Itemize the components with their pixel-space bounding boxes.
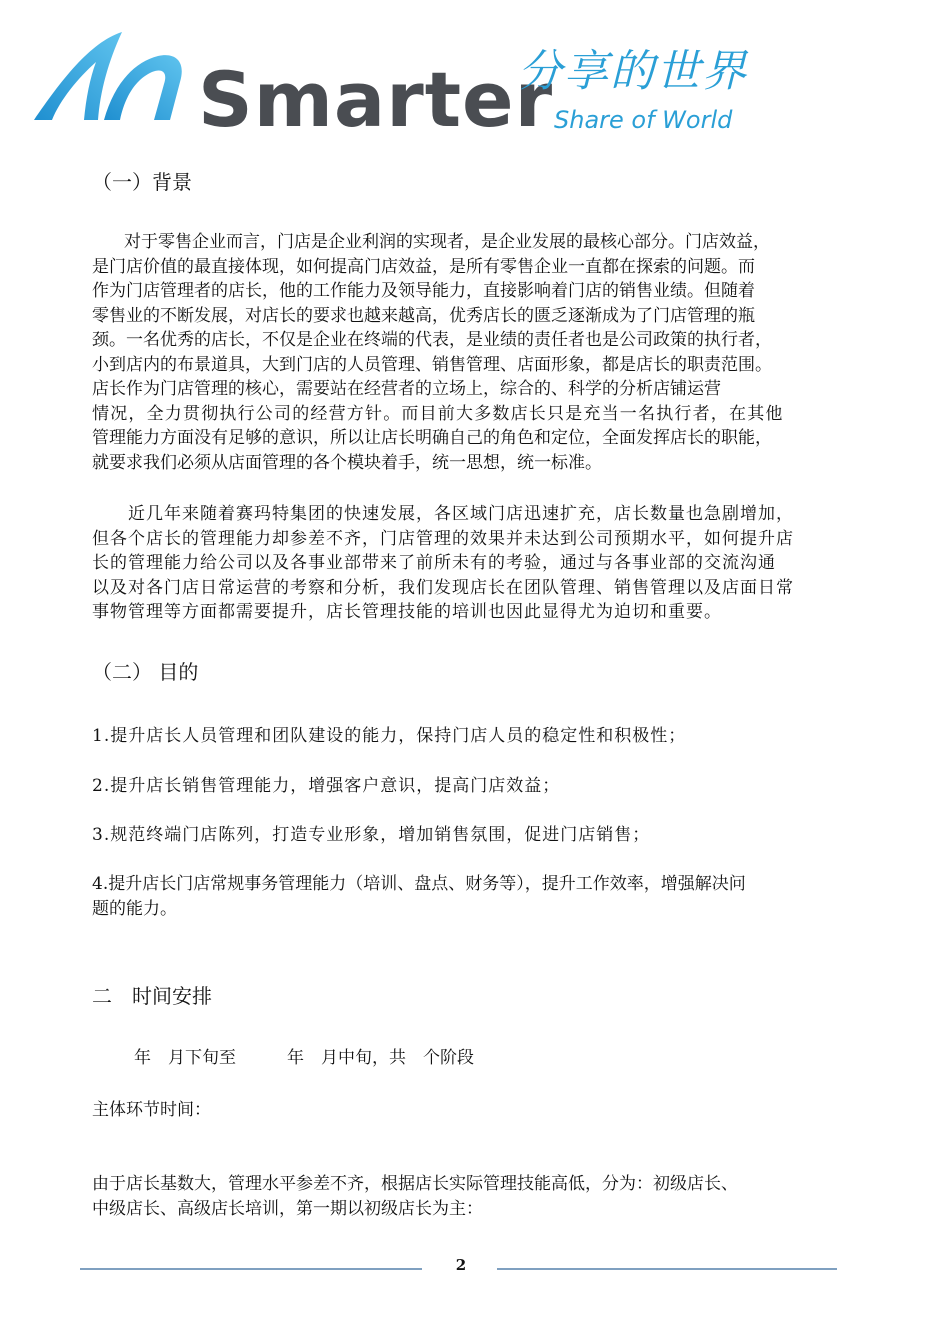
paragraph-line: 长的管理能力给公司以及各事业部带来了前所未有的考验，通过与各事业部的交流沟通 xyxy=(92,553,776,573)
purpose-item-1: 1.提升店长人员管理和团队建设的能力，保持门店人员的稳定性和积极性； xyxy=(92,726,687,746)
logo-slogan-en: Share of World xyxy=(554,106,733,134)
background-paragraph-2 xyxy=(92,502,892,625)
paragraph-line: 情况，全力贯彻执行公司的经营方针。而目前大多数店长只是充当一名执行者，在其他 xyxy=(92,403,784,424)
paragraph-line: 零售业的不断发展，对店长的要求也越来越高，优秀店长的匮乏逐渐成为了门店管理的瓶 xyxy=(92,305,755,326)
paragraph-line: 管理能力方面没有足够的意识，所以让店长明确自己的角色和定位，全面发挥店长的职能， xyxy=(92,428,772,448)
paragraph-line: 是门店价值的最直接体现，如何提高门店效益，是所有零售企业一直都在探索的问题。而 xyxy=(92,256,755,277)
paragraph-line: 小到店内的布景道具，大到门店的人员管理、销售管理、店面形象，都是店长的职责范围。 xyxy=(92,354,772,375)
paragraph-line: 事物管理等方面都需要提升，店长管理技能的培训也因此显得尤为迫切和重要。 xyxy=(92,602,722,622)
footer-rule-right xyxy=(497,1268,837,1270)
paragraph-line: 就要求我们必须从店面管理的各个模块着手，统一思想，统一标准。 xyxy=(92,452,602,473)
section-heading-background: （一）背景 xyxy=(92,170,192,194)
paragraph-line: 作为门店管理者的店长，他的工作能力及领导能力，直接影响着门店的销售业绩。但随着 xyxy=(92,281,755,301)
paragraph-line: 近几年来随着赛玛特集团的快速发展，各区域门店迅速扩充，店长数量也急剧增加， xyxy=(128,504,794,524)
purpose-item-2: 2.提升店长销售管理能力，增强客户意识，提高门店效益； xyxy=(92,776,561,796)
section-heading-purpose: （二） 目的 xyxy=(92,660,199,684)
logo-wordmark: Smarter xyxy=(198,55,554,144)
purpose-item-4 xyxy=(92,872,892,921)
paragraph-line: 由于店长基数大，管理水平参差不齐，根据店长实际管理技能高低，分为：初级店长、 xyxy=(92,1174,738,1194)
page-number: 2 xyxy=(455,1256,467,1274)
background-paragraph-1 xyxy=(92,230,892,475)
footer-rule-left xyxy=(80,1268,422,1270)
logo-swoosh-icon xyxy=(30,22,200,132)
main-time-label: 主体环节时间： xyxy=(92,1100,211,1120)
purpose-item-4-line: 4.提升店长门店常规事务管理能力（培训、盘点、财务等），提升工作效率，增强解决问 xyxy=(92,874,746,894)
paragraph-line: 以及对各门店日常运营的考察和分析，我们发现店长在团队管理、销售管理以及店面日常 xyxy=(92,577,794,598)
purpose-item-4-line: 题的能力。 xyxy=(92,898,177,919)
paragraph-line: 但各个店长的管理能力却参差不齐，门店管理的效果并未达到公司预期水平，如何提升店 xyxy=(92,528,794,549)
paragraph-line: 店长作为门店管理的核心，需要站在经营者的立场上，综合的、科学的分析店铺运营 xyxy=(92,379,721,399)
schedule-description xyxy=(92,1172,892,1221)
paragraph-line: 对于零售企业而言，门店是企业利润的实现者，是企业发展的最核心部分。门店效益， xyxy=(124,232,770,252)
paragraph-line: 颈。一名优秀的店长，不仅是企业在终端的代表，是业绩的责任者也是公司政策的执行者， xyxy=(92,330,772,350)
section-heading-schedule: 二 时间安排 xyxy=(92,984,212,1008)
schedule-period: 年 月下旬至 年 月中旬，共 个阶段 xyxy=(134,1048,474,1068)
logo-slogan-cn: 分享的世界 xyxy=(518,46,748,97)
smarter-logo xyxy=(30,22,750,142)
purpose-item-3: 3.规范终端门店陈列，打造专业形象，增加销售氛围，促进门店销售； xyxy=(92,825,651,845)
paragraph-line: 中级店长、高级店长培训，第一期以初级店长为主： xyxy=(92,1198,483,1219)
